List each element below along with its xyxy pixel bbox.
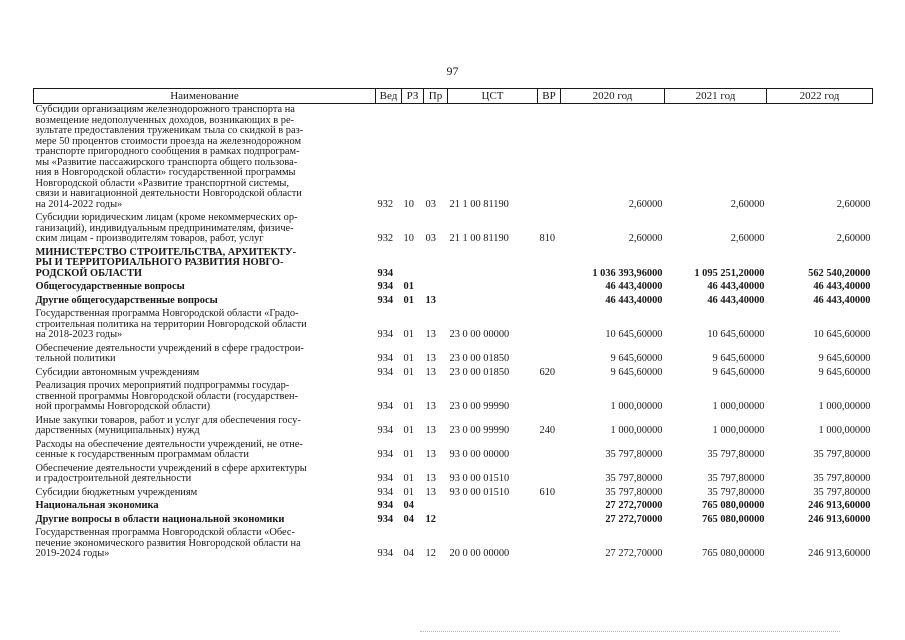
cell-2021: 9 645,60000 [712, 353, 765, 364]
cell-2022: 46 443,40000 [813, 281, 871, 292]
cell-rz: 04 [403, 548, 414, 559]
cell-ved: 934 [377, 281, 394, 292]
header-rz: РЗ [402, 89, 424, 104]
cell-pr: 03 [425, 233, 436, 244]
cell-cst: 93 0 00 01510 [449, 486, 510, 498]
cell-2022: 9 645,60000 [818, 366, 871, 378]
table-row [34, 295, 873, 309]
cell-2022: 35 797,80000 [813, 473, 871, 484]
cell-2022: 562 540,20000 [808, 267, 871, 279]
cell-ved: 934 [377, 329, 394, 340]
cell-2020: 27 272,70000 [605, 500, 663, 511]
table-row [34, 104, 873, 213]
cell-2022: 35 797,80000 [813, 486, 871, 498]
cell-pr: 13 [425, 486, 436, 498]
cell-2022: 2,60000 [836, 198, 871, 210]
header-vr: ВР [538, 89, 561, 104]
cell-ved: 934 [377, 486, 394, 498]
cell-ved: 934 [377, 473, 394, 484]
cell-2020: 1 000,00000 [610, 401, 663, 412]
header-pr: Пр [424, 89, 448, 104]
cell-name: Реализация прочих мероприятий подпрограммы государ- ственной программы Новгородской области (государствен- ной программы Новгородской области) [35, 380, 298, 412]
cell-vr [538, 527, 561, 562]
cell-vr [538, 295, 561, 309]
cell-2020: 27 272,70000 [605, 548, 663, 559]
cell-2020: 1 036 393,96000 [592, 267, 663, 279]
cell-rz: 01 [403, 353, 414, 364]
cell-name: Субсидии организациям железнодорожного транспорта на возмещение недополученных доходов, возникающих в ре- зультате предоставления труженикам тыла со скидкой в раз- мере 50 процентов стоимости проезда на железнодорожном транспорте пригородного сообщения в рамках подпрограм- мы «Развитие пассажирского транспорта общего пользова- ния в Новгородской области» государственной программы Новгородской области «Развитие транспортной системы, связи и навигационной деятельности Новгородской области на 2014-2022 годы» [35, 104, 304, 210]
cell-name: Обеспечение деятельности учреждений в сфере градострои- тельной политики [35, 342, 304, 364]
cell-ved: 934 [377, 353, 394, 364]
cell-vr [538, 514, 561, 528]
cell-2022: 1 000,00000 [818, 425, 871, 436]
cell-rz: 01 [403, 281, 414, 292]
cell-rz: 01 [403, 401, 414, 412]
table-row [34, 500, 873, 514]
cell-2022: 1 000,00000 [818, 401, 871, 412]
cell-2022: 246 913,60000 [808, 500, 871, 511]
table-row [34, 308, 873, 343]
cell-2021: 765 080,00000 [702, 513, 765, 525]
header-cst: ЦСТ [448, 89, 538, 104]
cell-2020: 1 000,00000 [610, 425, 663, 436]
cell-pr: 13 [425, 473, 436, 484]
cell-pr: 13 [425, 329, 436, 340]
cell-rz: 01 [403, 329, 414, 340]
cell-2020: 2,60000 [628, 198, 663, 210]
cell-ved: 934 [377, 267, 394, 279]
cell-rz: 04 [403, 500, 414, 511]
cell-cst [448, 247, 538, 282]
cell-ved: 934 [377, 366, 394, 378]
cell-vr: 620 [539, 366, 556, 378]
header-2021: 2021 год [665, 89, 767, 104]
cell-rz: 01 [403, 449, 414, 460]
cell-2021: 1 000,00000 [712, 401, 765, 412]
cell-2020: 9 645,60000 [610, 353, 663, 364]
cell-rz [402, 247, 424, 282]
cell-cst [448, 295, 538, 309]
cell-ved: 932 [377, 233, 394, 244]
cell-vr [538, 439, 561, 463]
cell-vr: 240 [539, 425, 556, 436]
budget-table [33, 88, 873, 562]
table-header-row [34, 89, 873, 104]
cell-2022: 10 645,60000 [813, 329, 871, 340]
cell-name: МИНИСТЕРСТВО СТРОИТЕЛЬСТВА, АРХИТЕКТУ- РЫ И ТЕРРИТОРИАЛЬНОГО РАЗВИТИЯ НОВГО- РОДСКОЙ ОБЛАСТИ [35, 246, 297, 279]
cell-cst: 23 0 00 99990 [449, 401, 510, 412]
cell-vr [538, 308, 561, 343]
cell-ved: 934 [377, 548, 394, 559]
cell-ved: 934 [377, 425, 394, 436]
cell-name: Национальная экономика [35, 500, 159, 511]
cell-name: Государственная программа Новгородской области «Обес- печение экономического развития Новгородской области на 2019-2024 годы» [35, 527, 301, 559]
cell-2021: 46 443,40000 [707, 281, 765, 292]
cell-cst: 23 0 00 99990 [449, 425, 510, 436]
cell-name: Другие общегосударственные вопросы [35, 294, 218, 306]
cell-cst: 23 0 00 01850 [449, 366, 510, 378]
cell-cst: 23 0 00 01850 [449, 353, 510, 364]
cell-2021: 46 443,40000 [707, 294, 765, 306]
cell-cst: 20 0 00 00000 [449, 548, 510, 559]
cell-2022: 246 913,60000 [808, 513, 871, 525]
cell-2021: 35 797,80000 [707, 486, 765, 498]
cell-rz: 01 [403, 294, 414, 306]
cell-2022: 35 797,80000 [813, 449, 871, 460]
cell-ved: 934 [377, 449, 394, 460]
cell-2021: 1 095 251,20000 [694, 267, 765, 279]
header-ved: Вед [376, 89, 402, 104]
cell-2020: 10 645,60000 [605, 329, 663, 340]
cell-name: Субсидии юридическим лицам (кроме некоммерческих ор- ганизаций), индивидуальным предпринимателям, физиче- ским лицам - производителям товаров, работ, услуг [35, 212, 298, 244]
cell-pr: 13 [425, 425, 436, 436]
cell-2020: 35 797,80000 [605, 473, 663, 484]
cell-pr [424, 247, 448, 282]
cell-name: Субсидии автономным учреждениям [35, 366, 200, 378]
cell-cst [448, 514, 538, 528]
cell-2022: 246 913,60000 [808, 548, 871, 559]
table-row [34, 247, 873, 282]
page-number: 97 [446, 64, 459, 78]
cell-2020: 46 443,40000 [605, 281, 663, 292]
cell-name: Обеспечение деятельности учреждений в сфере архитектуры и градостроительной деятельности [35, 462, 307, 484]
cell-cst: 21 1 00 81190 [449, 233, 509, 244]
cell-pr [424, 500, 448, 514]
cell-cst: 93 0 00 01510 [449, 473, 510, 484]
cell-pr: 13 [425, 353, 436, 364]
table-row [34, 527, 873, 562]
cell-2021: 10 645,60000 [707, 329, 765, 340]
table-row [34, 212, 873, 247]
cell-name: Государственная программа Новгородской области «Градо- строительная политика на территории Новгородской области на 2018-2023 годы» [35, 308, 307, 340]
cell-2021: 765 080,00000 [702, 500, 765, 511]
cell-pr: 12 [425, 513, 436, 525]
cell-vr [538, 380, 561, 415]
cell-2021: 2,60000 [730, 233, 765, 244]
cell-name: Расходы на обеспечение деятельности учреждений, не отне- сенные к государственным программам области [35, 438, 303, 460]
header-name: Наименование [34, 89, 376, 104]
cell-cst: 93 0 00 00000 [449, 449, 510, 460]
cell-ved: 934 [377, 513, 394, 525]
table-row [34, 281, 873, 295]
cell-2021: 35 797,80000 [707, 449, 765, 460]
cell-2020: 46 443,40000 [605, 294, 663, 306]
cell-pr: 12 [425, 548, 436, 559]
table-row [34, 415, 873, 439]
cell-vr [538, 500, 561, 514]
cell-2020: 35 797,80000 [605, 449, 663, 460]
scan-artifact-line [420, 631, 840, 633]
cell-vr: 610 [539, 486, 556, 498]
cell-2021: 765 080,00000 [702, 548, 765, 559]
cell-2021: 35 797,80000 [707, 473, 765, 484]
cell-2022: 2,60000 [836, 233, 871, 244]
cell-cst [448, 500, 538, 514]
cell-vr [538, 463, 561, 487]
cell-2020: 2,60000 [628, 233, 663, 244]
cell-name: Субсидии бюджетным учреждениям [35, 486, 198, 498]
cell-ved: 934 [377, 500, 394, 511]
cell-rz: 01 [403, 486, 414, 498]
cell-rz: 10 [403, 198, 414, 210]
table-row [34, 343, 873, 367]
cell-name: Другие вопросы в области национальной экономики [35, 513, 285, 525]
table-row [34, 514, 873, 528]
table-row [34, 463, 873, 487]
cell-2022: 9 645,60000 [818, 353, 871, 364]
cell-vr [538, 281, 561, 295]
cell-pr: 13 [425, 401, 436, 412]
cell-name: Общегосударственные вопросы [35, 281, 185, 292]
table-row [34, 487, 873, 501]
table-row [34, 380, 873, 415]
cell-pr: 13 [425, 294, 436, 306]
cell-rz: 01 [403, 366, 414, 378]
cell-2021: 2,60000 [730, 198, 765, 210]
header-2022: 2022 год [767, 89, 873, 104]
cell-ved: 934 [377, 294, 394, 306]
cell-pr: 03 [425, 198, 436, 210]
header-2020: 2020 год [561, 89, 665, 104]
cell-vr [538, 343, 561, 367]
cell-2020: 9 645,60000 [610, 366, 663, 378]
table-row [34, 439, 873, 463]
cell-2020: 35 797,80000 [605, 486, 663, 498]
cell-pr: 13 [425, 366, 436, 378]
cell-vr [538, 247, 561, 282]
cell-cst: 21 1 00 81190 [449, 198, 509, 210]
cell-rz: 01 [403, 425, 414, 436]
cell-pr: 13 [425, 449, 436, 460]
table-row [34, 367, 873, 381]
cell-cst [448, 281, 538, 295]
cell-2021: 1 000,00000 [712, 425, 765, 436]
cell-2021: 9 645,60000 [712, 366, 765, 378]
cell-rz: 10 [403, 233, 414, 244]
cell-vr [538, 104, 561, 213]
cell-name: Иные закупки товаров, работ и услуг для обеспечения госу- дарственных (муниципальных) нужд [35, 414, 301, 436]
cell-cst: 23 0 00 00000 [449, 329, 510, 340]
cell-rz: 04 [403, 513, 414, 525]
cell-2020: 27 272,70000 [605, 513, 663, 525]
cell-ved: 934 [377, 401, 394, 412]
cell-pr [424, 281, 448, 295]
cell-rz: 01 [403, 473, 414, 484]
cell-2022: 46 443,40000 [813, 294, 871, 306]
cell-vr: 810 [539, 233, 556, 244]
cell-ved: 932 [377, 198, 394, 210]
